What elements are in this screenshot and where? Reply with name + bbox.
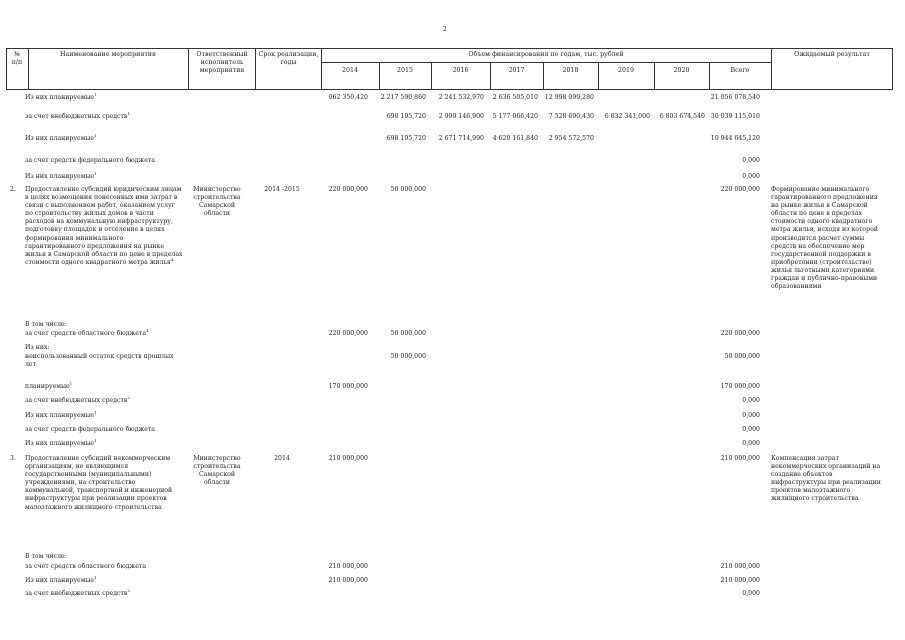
row-label-footnote: 1 [94, 170, 97, 176]
item2-number: 2. [10, 186, 16, 193]
item3-number: 3. [10, 455, 16, 462]
row-label-footnote: 1 [94, 437, 97, 443]
row-value: 50 000,000 [724, 353, 760, 360]
item-value: 210 000,000 [720, 455, 760, 462]
row-label [25, 587, 175, 598]
row-value: 210 000,000 [328, 563, 368, 570]
row-label [25, 380, 175, 391]
row-label-text: за счет средств федерального бюджета [25, 426, 155, 433]
row-label [25, 574, 175, 585]
row-value: 0,000 [742, 426, 760, 433]
item3-executor: Министерство строительства Самарской области [193, 455, 241, 487]
header-executor: Ответственный исполнитель мероприятия [196, 51, 248, 74]
row-label-text: за счет средств областного бюджета [25, 563, 147, 570]
row-label-text: Из них планируемые [25, 577, 95, 584]
row-label-footnote: 2 [127, 394, 130, 400]
row-value: 220 000,000 [720, 330, 760, 337]
header-financing: Объем финансирования по годам, тыс. рублей [468, 51, 624, 58]
row-label-text: за счет внебюджетных средств [25, 397, 128, 404]
row-label [25, 132, 175, 143]
row-label-text: Из них планируемые [25, 94, 95, 101]
item-value: 50 000,000 [390, 186, 426, 193]
row-label-text: неиспользованный остаток средств прошлых лет [25, 353, 174, 369]
row-label [25, 170, 175, 181]
row-label-text: Из них планируемые [25, 412, 95, 419]
row-label-text: Из них планируемые [25, 135, 95, 142]
item3-period: 2014 [274, 455, 290, 462]
row-value: 50 000,000 [390, 330, 426, 337]
page-number: 2 [443, 26, 447, 33]
row-value: 220 000,000 [328, 330, 368, 337]
row-label-footnote: 2 [127, 587, 130, 593]
header-year-2015: 2015 [396, 67, 414, 74]
item3-including: В том числе: [25, 553, 67, 560]
row-label [25, 157, 175, 165]
row-value: 4 620 161,840 [492, 135, 538, 142]
row-value: 12 998 099,280 [544, 94, 594, 101]
item2-result: Формирование минимального гарантированного предложения на рынке жилья в Самарской области по цене в пределах стоимости одного квадратного метра жилья, исходя из которой производится расчет суммы средств на обеспечение мер государственной поддержки в приобретении (строительстве) жилья льготными категориями граждан и публично-правовыми образованиями [771, 186, 878, 291]
row-value: 2 217 590,860 [380, 94, 426, 101]
row-label [25, 437, 175, 448]
row-value: 0,000 [742, 412, 760, 419]
row-label-text: за счет средств областного бюджета [25, 330, 147, 337]
row-value: 0,000 [742, 173, 760, 180]
item-value: 220 000,000 [720, 186, 760, 193]
row-label-footnote: 1 [94, 409, 97, 415]
row-label-text: за счет средств федерального бюджета [25, 157, 155, 164]
row-label [25, 344, 175, 352]
row-label-footnote: 1 [94, 132, 97, 138]
row-value: 6 803 674,540 [659, 113, 705, 120]
item2-executor: Министерство строительства Самарской области [193, 186, 241, 218]
row-label-text: за счет внебюджетных средств [25, 113, 128, 120]
row-value: 21 056 078,540 [710, 94, 760, 101]
header-year-2019: 2019 [617, 67, 635, 74]
item2-name [25, 186, 183, 267]
header-total: Всего [730, 67, 750, 74]
header-year-2014: 2014 [341, 67, 359, 74]
item3-name: Предоставление субсидий некоммерческим организациям, не являющимся государственными (муниципальными) учреждениями, на строительство коммунальной, транспортной и инженерной инфраструктуры при реализации проектов малоэтажного жилищного строительства [25, 455, 173, 511]
item3-result: Компенсация затрат некоммерческих организаций на создание объектов инфраструктуры при реализации проектов малоэтажного жилищного строительства [771, 455, 881, 503]
row-value: 210 000,000 [328, 577, 368, 584]
item-value: 210 000,000 [328, 455, 368, 462]
row-value: 210 000,000 [720, 577, 760, 584]
header-period: Срок реализации, годы [258, 51, 319, 66]
header-name: Наименование мероприятия [60, 51, 156, 58]
header-year-2018: 2018 [562, 67, 579, 74]
header-no: № п/п [11, 51, 23, 66]
row-label [25, 563, 175, 571]
row-label [25, 91, 175, 102]
row-value: 0,000 [742, 440, 760, 447]
row-label-text: Из них планируемые [25, 173, 95, 180]
row-value: 2 954 572,570 [548, 135, 594, 142]
row-value: 0,000 [742, 590, 760, 597]
row-label [25, 426, 175, 434]
row-label [25, 409, 175, 420]
row-value: 2 671 714,990 [438, 135, 484, 142]
header-result: Ожидаемый результат [794, 51, 870, 58]
item2-name-footnote: 4 [170, 256, 174, 262]
row-value: 170 000,000 [720, 383, 760, 390]
row-value: 0,000 [742, 397, 760, 404]
row-value: 10 944 645,120 [710, 135, 760, 142]
row-label-text: за счет внебюджетных средств [25, 590, 128, 597]
row-value: 962 350,420 [328, 94, 368, 101]
row-value: 698 195,720 [386, 113, 426, 120]
header-year-2017: 2017 [508, 67, 525, 74]
row-value: 170 000,000 [328, 383, 368, 390]
item2-period: 2014 -2015 [264, 186, 300, 193]
row-label [25, 327, 175, 338]
row-value: 0,000 [742, 157, 760, 164]
row-label [25, 110, 175, 121]
row-value: 5 177 066,420 [492, 113, 538, 120]
item2-name-text: Предоставление субсидий юридическим лицам в целях возмещения понесенных ими затрат в связи с выполнением работ, оказанием услуг по строительству жилых домов в части расходов на коммунальную инфраструктуру, подготовку площадок и отселение в целях формирования минимального гарантированного предложения на рынке жилья в Самарской области по цене в пределах стоимости одного квадратного метра жилья [25, 186, 183, 266]
row-label-text: Из них планируемые [25, 440, 95, 447]
row-label-text: планируемые [25, 383, 70, 390]
row-label [25, 353, 175, 369]
row-value: 2 241 532,970 [438, 94, 484, 101]
row-label-text: Из них: [25, 344, 50, 351]
header-year-2020: 2020 [673, 67, 690, 74]
row-label-footnote: 4 [146, 327, 149, 333]
row-label-footnote: 1 [94, 91, 97, 97]
row-value: 6 832 341,000 [604, 113, 650, 120]
row-label-footnote: 1 [69, 380, 73, 386]
row-label [25, 394, 175, 405]
header-year-2016: 2016 [452, 67, 469, 74]
row-value: 2 636 505,010 [492, 94, 538, 101]
row-value: 50 000,000 [390, 353, 426, 360]
row-value: 698 195,720 [386, 135, 426, 142]
row-value: 7 528 690,430 [548, 113, 594, 120]
row-value: 210 000,000 [720, 563, 760, 570]
row-value: 30 039 115,010 [710, 113, 760, 120]
item2-including: В том числе: [25, 321, 67, 328]
row-label-footnote: 1 [94, 574, 97, 580]
item-value: 220 000,000 [328, 186, 368, 193]
row-value: 2 999 146,900 [438, 113, 484, 120]
row-label-footnote: 1 [127, 110, 130, 116]
